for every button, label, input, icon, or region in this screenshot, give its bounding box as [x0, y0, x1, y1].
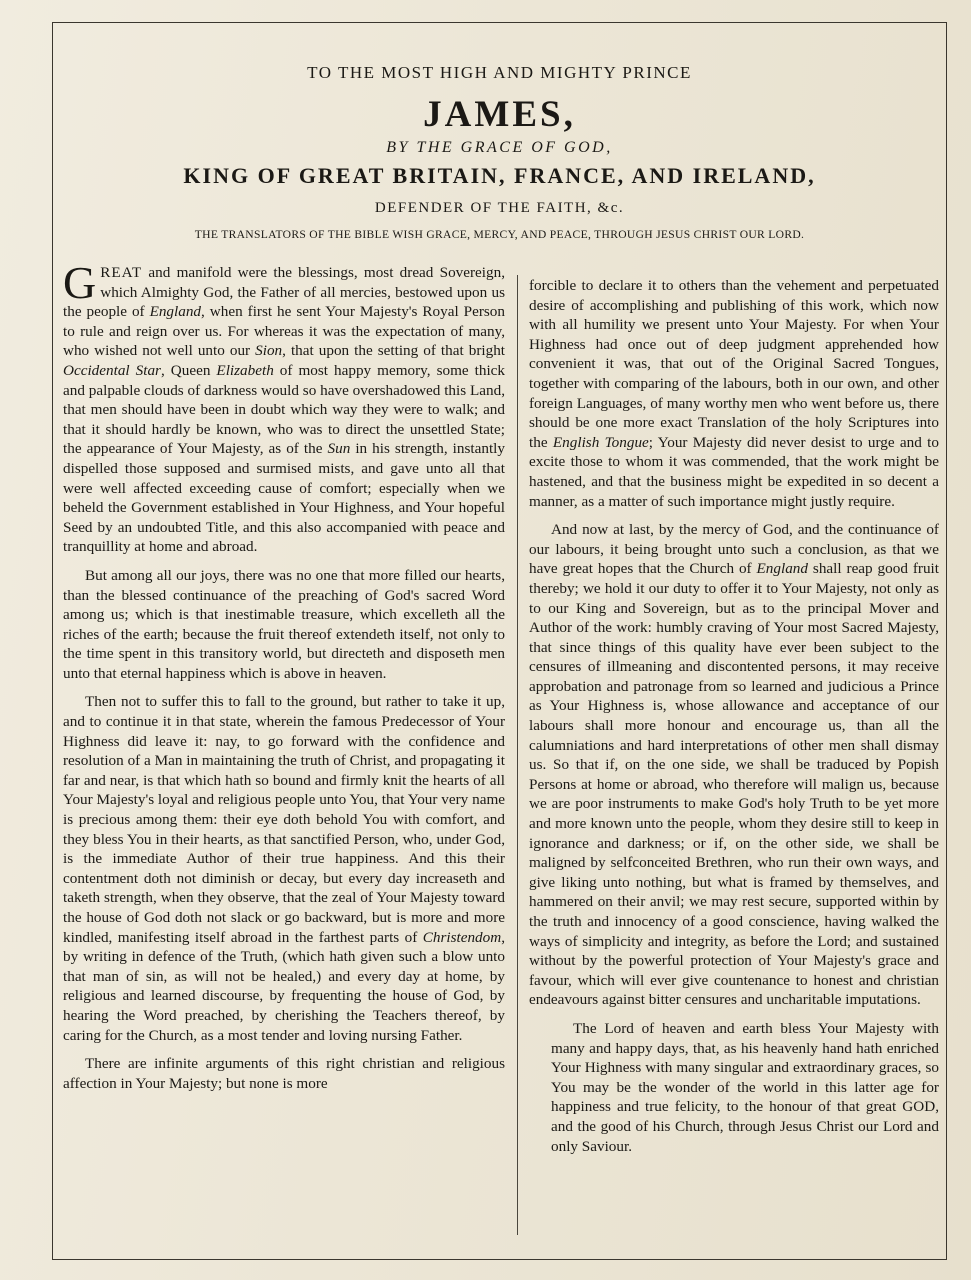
paragraph: There are infinite arguments of this right christian and religious affection in Your Majesty; but none is more [63, 1055, 505, 1092]
defender-line: DEFENDER OF THE FAITH, &c. [374, 200, 625, 216]
closing-blessing: The Lord of heaven and earth bless Your Majesty with many and happy days, that, as his heavenly hand hath enriched Your Highness with many singular and extraordinary graces, so You may be the wonder of the world in this latter age for happiness and true felicity, to the honour of that great GOD, and the good of his Church, through Jesus Christ our Lord and only Saviour. [551, 1019, 939, 1155]
translators-greeting: THE TRANSLATORS OF THE BIBLE WISH GRACE, MERCY, AND PEACE, THROUGH JESUS CHRIST OUR LORD. [194, 228, 805, 241]
paragraph: And now at last, by the mercy of God, and the continuance of our labours, it being brought unto such a conclusion, as that we have great hopes that the Church of England shall reap good fruit thereby; we hold it our duty to offer it to Your Majesty, not only as to our King and Sovereign, but as to the principal Mover and Author of the work: humbly craving of Your most Sacred Majesty, that since things of this quality have ever been subject to the censures of illmeaning and discontented persons, it may receive approbation and patronage from so learned and judicious a Prince as Your Highness is, whose allowance and acceptance of our labours shall more honour and encourage us, than all the calumniations and hard interpretations of other men shall dismay us. So that if, on the one side, we shall be traduced by Popish Persons at home or abroad, who therefore will malign us, because we are poor instruments to make God's holy Truth to be yet more and more known unto the people, whom they desire still to keep in ignorance and darkness; or if, on the other side, we shall be maligned by selfconceited Brethren, who run their own ways, and give liking unto nothing, but what is framed by themselves, and hammered on their anvil; we may rest secure, supported within by the truth and innocency of a good conscience, having walked the ways of simplicity and integrity, as before the Lord; and sustained without by the powerful protection of Your Majesty's grace and favour, which will ever give countenance to honest and christian endeavours against bitter censures and uncharitable imputations. [529, 521, 939, 1009]
left-column [63, 257, 506, 1102]
page-border-frame [52, 22, 947, 1260]
grace-line: BY THE GRACE OF GOD, [386, 139, 613, 156]
king-name: JAMES, [423, 94, 576, 135]
kingdoms-line: KING OF GREAT BRITAIN, FRANCE, AND IRELAND, [183, 163, 816, 188]
paragraph: GREAT and manifold were the blessings, most dread Sovereign, which Almighty God, the Father of all mercies, bestowed upon us the people of England, when first he sent Your Majesty's Royal Person to rule and reign over us. For whereas it was the expectation of many, who wished not well unto our Sion, that upon the setting of that bright Occidental Star, Queen Elizabeth of most happy memory, some thick and palpable clouds of darkness would so have overshadowed this Land, that men should have been in doubt which way they were to walk; and that it should hardly be known, who was to direct the unsettled State; the appearance of Your Majesty, as of the Sun in his strength, instantly dispelled those supposed and surmised mists, and gave unto all that were well affected exceeding cause of comfort; especially when we beheld the Government established in Your Highness, and Your hopeful Seed by an undoubted Title, and this also accompanied with peace and tranquillity at home and abroad. [63, 257, 506, 556]
paragraph: But among all our joys, there was no one that more filled our hearts, than the blessed continuance of the preaching of God's sacred Word among us; which is that inestimable treasure, which excelleth all the riches of the earth; because the fruit thereof extendeth itself, not only to the time spent in this transitory world, but directeth and disposeth men unto that eternal happiness which is above in heaven. [63, 566, 505, 682]
right-column [529, 276, 939, 1165]
dedication-line: TO THE MOST HIGH AND MIGHTY PRINCE [307, 63, 692, 82]
paragraph: Then not to suffer this to fall to the ground, but rather to take it up, and to continue it in that state, wherein the famous Predecessor of Your Highness did leave it: nay, to go forward with the confidence and resolution of a Man in maintaining the truth of Christ, and propagating it far and near, is that which hath so bound and firmly knit the hearts of all Your Majesty's loyal and religious people unto You, that Your very name is precious among them: their eye doth behold You with comfort, and they bless You in their hearts, as that sanctified Person, who, under God, is the immediate Author of their true happiness. And this their contentment doth not diminish or decay, but every day increaseth and taketh strength, when they observe, that the zeal of Your Majesty toward the house of God doth not slack or go backward, but is more and more kindled, manifesting itself abroad in the farthest parts of Christendom, by writing in defence of the Truth, (which hath given such a blow unto that man of sin, as will not be healed,) and every day at home, by religious and learned discourse, by frequenting the house of God, by hearing the Word preached, by cherishing the Teachers thereof, by caring for the Church, as a most tender and loving nursing Father. [63, 693, 505, 1044]
drop-cap: G [63, 257, 97, 308]
paragraph: forcible to declare it to others than the vehement and perpetuated desire of accomplishing and publishing of this work, which now with all humility we present unto Your Majesty. For when Your Highness had once out of deep judgment apprehended how convenient it was, that out of the Original Sacred Tongues, together with comparing of the labours, both in our own, and other foreign Languages, of many worthy men who went before us, there should be one more exact Translation of the holy Scriptures into the English Tongue; Your Majesty did never desist to urge and to excite those to whom it was commended, that the work might be hastened, and that the business might be expedited in so decent a manner, as a matter of such importance might justly require. [529, 277, 939, 510]
column-divider [517, 275, 518, 1235]
